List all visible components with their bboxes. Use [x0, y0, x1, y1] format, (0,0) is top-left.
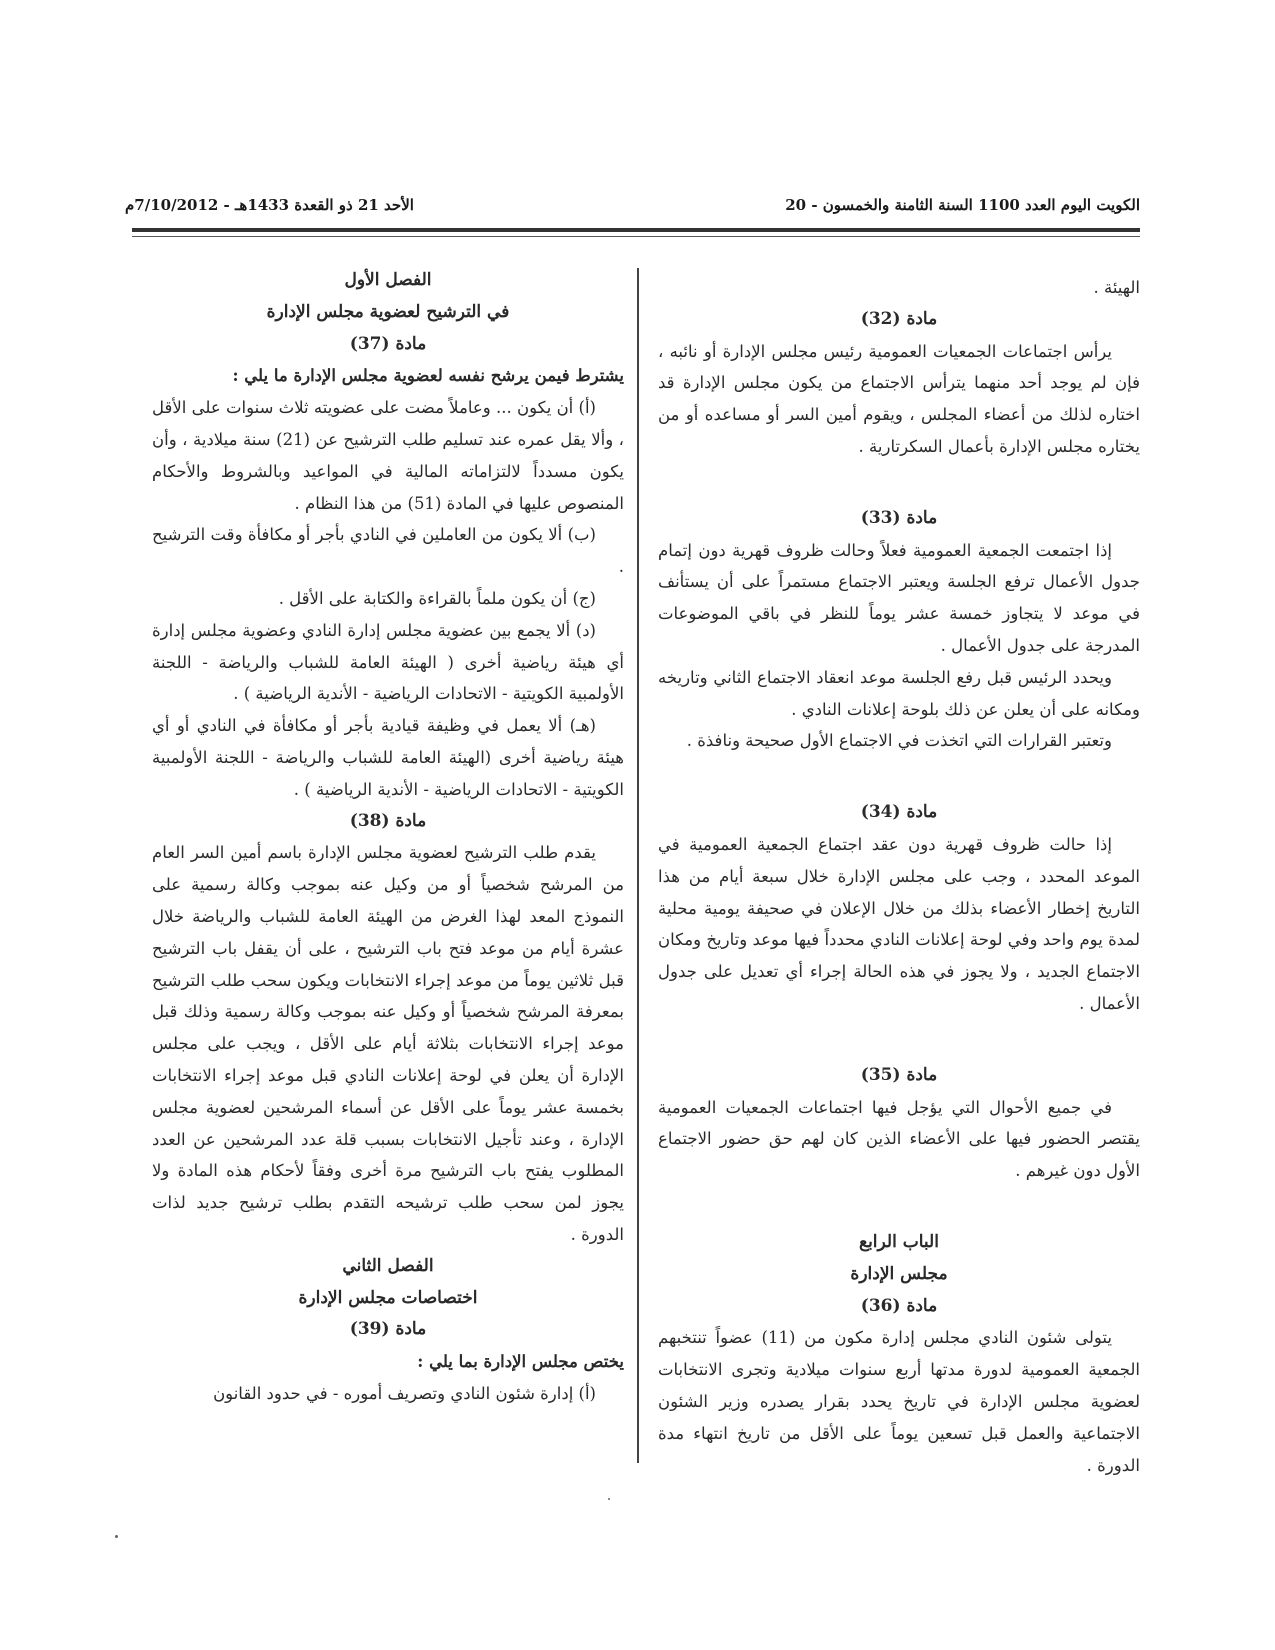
line-continuation: الهيئة .	[1093, 278, 1140, 297]
article-text: وتعتبر القرارات التي اتخذت في الاجتماع الأول صحيحة ونافذة .	[686, 731, 1112, 751]
article-clause: (د) ألا يجمع بين عضوية مجلس إدارة النادي وعضوية مجلس إدارة أي هيئة رياضية أخرى ( الهيئة العامة للشباب والرياضة - اللجنة الأولمبية الكويتية - الاتحادات الرياضية - الأندية الرياضية ) .	[152, 620, 624, 704]
article-intro: يشترط فيمن يرشح نفسه لعضوية مجلس الإدارة ما يلي :	[232, 366, 624, 386]
article-heading: مادة (37)	[349, 333, 427, 354]
section-title: اختصاصات مجلس الإدارة	[298, 1287, 478, 1308]
article-text: إذا حالت ظروف قهرية دون عقد اجتماع الجمعية العمومية في الموعد المحدد ، وجب على مجلس الإدارة خلال سبعة أيام من هذا التاريخ إخطار الأعضاء بذلك من خلال الإعلان في صحيفة يومية محلية لمدة يوم واحد وفي لوحة إعلانات النادي محدداً فيها موعد وتاريخ ومكان الاجتماع الجديد ، ولا يجوز في هذه الحالة إجراء أي تعديل على جدول الأعمال .	[658, 834, 1140, 1013]
section-title: في الترشيح لعضوية مجلس الإدارة	[266, 301, 510, 322]
article-text: في جميع الأحوال التي يؤجل فيها اجتماعات الجمعيات العمومية يقتصر الحضور فيها على الأعضاء الذين كان لهم حق حضور الاجتماع الأول دون غيرهم .	[658, 1097, 1140, 1181]
article-heading: مادة (32)	[860, 308, 938, 329]
article-heading: مادة (36)	[860, 1295, 938, 1316]
article-heading: مادة (35)	[860, 1064, 938, 1085]
chapter-heading: الباب الرابع	[859, 1231, 939, 1252]
chapter-title: مجلس الإدارة	[850, 1263, 948, 1284]
header-rule-thin	[132, 236, 1140, 237]
article-clause: (أ) أن يكون ... وعاملاً مضت على عضويته ثلاث سنوات على الأقل ، وألا يقل عمره عند تسليم طلب الترشيح عن (21) سنة ميلادية ، وأن يكون مسدداً لالتزاماته المالية في المواعيد وبالشروط والأحكام المنصوص عليها في المادة (51) من هذا النظام .	[152, 398, 624, 513]
scan-speck	[115, 1535, 118, 1538]
header-left: الأحد 21 ذو القعدة 1433هـ - 7/10/2012م	[125, 196, 414, 214]
section-heading: الفصل الثاني	[342, 1255, 434, 1276]
article-heading: مادة (39)	[349, 1319, 427, 1340]
article-heading: مادة (33)	[860, 507, 938, 528]
column-divider	[637, 268, 639, 1463]
scan-speck	[608, 1498, 610, 1500]
article-intro: يختص مجلس الإدارة بما يلي :	[417, 1352, 624, 1372]
article-text: يتولى شئون النادي مجلس إدارة مكون من (11) عضواً تنتخبهم الجمعية العمومية لدورة مدتها أربع سنوات ميلادية وتجرى الانتخابات لعضوية مجلس الإدارة في تاريخ يحدد بقرار يصدره وزير الشئون الاجتماعية والعمل قبل تسعين يوماً على الأقل من تاريخ انتهاء مدة الدورة .	[658, 1328, 1140, 1475]
article-heading: مادة (38)	[349, 810, 427, 831]
article-text: يرأس اجتماعات الجمعيات العمومية رئيس مجلس الإدارة أو نائبه ، فإن لم يوجد أحد منهما يترأس الاجتماع من يكون مجلس الإدارة قد اختاره لذلك من أعضاء المجلس ، ويقوم أمين السر أو مساعده أو من يختاره مجلس الإدارة بأعمال السكرتارية .	[658, 341, 1140, 456]
article-clause: (هـ) ألا يعمل في وظيفة قيادية بأجر أو مكافأة في النادي أو أي هيئة رياضية أخرى (الهيئة العامة للشباب والرياضة - اللجنة الأولمبية الكويتية - الاتحادات الرياضية - الأندية الرياضية ) .	[152, 716, 624, 799]
right-column	[658, 272, 1140, 1481]
article-text: ويحدد الرئيس قبل رفع الجلسة موعد انعقاد الاجتماع الثاني وتاريخه ومكانه على أن يعلن عن ذلك بلوحة إعلانات النادي .	[658, 667, 1140, 719]
article-clause: (ج) أن يكون ملماً بالقراءة والكتابة على الأقل .	[278, 588, 596, 608]
article-clause: (أ) إدارة شئون النادي وتصريف أموره - في حدود القانون	[213, 1383, 596, 1403]
article-heading: مادة (34)	[860, 802, 938, 823]
article-clause: (ب) ألا يكون من العاملين في النادي بأجر أو مكافأة وقت الترشيح .	[152, 525, 624, 577]
left-column	[152, 265, 624, 1410]
section-heading: الفصل الأول	[344, 270, 432, 290]
header-right: الكويت اليوم العدد 1100 السنة الثامنة والخمسون - 20	[785, 196, 1140, 214]
article-text: إذا اجتمعت الجمعية العمومية فعلاً وحالت ظروف قهرية دون إتمام جدول الأعمال ترفع الجلسة ويعتبر الاجتماع مستمراً على أن يستأنف في موعد لا يتجاوز خمسة عشر يوماً للنظر في باقي الموضوعات المدرجة على جدول الأعمال .	[658, 540, 1140, 655]
article-text: يقدم طلب الترشيح لعضوية مجلس الإدارة باسم أمين السر العام من المرشح شخصياً أو من وكيل عنه بموجب وكالة رسمية على النموذج المعد لهذا الغرض من الهيئة العامة للشباب والرياضة خلال عشرة أيام من موعد فتح باب الترشيح ، على أن يقفل باب الترشيح قبل ثلاثين يوماً من موعد إجراء الانتخابات ويكون سحب طلب الترشيح بمعرفة المرشح شخصياً أو وكيل عنه بموجب وكالة رسمية وذلك قبل موعد إجراء الانتخابات بثلاثة أيام على الأقل ، ويجب على مجلس الإدارة أن يعلن في لوحة إعلانات النادي قبل موعد إجراء الانتخابات بخمسة عشر يوماً على الأقل عن أسماء المرشحين لعضوية مجلس الإدارة ، وعند تأجيل الانتخابات بسبب قلة عدد المرشحين عن العدد المطلوب يفتح باب الترشيح مرة أخرى وفقاً لأحكام هذه المادة ولا يجوز لمن سحب طلب ترشيحه التقدم بطلب ترشيح جديد لذات الدورة .	[152, 843, 624, 1244]
header-rule	[132, 228, 1140, 232]
page-header	[125, 190, 1140, 220]
